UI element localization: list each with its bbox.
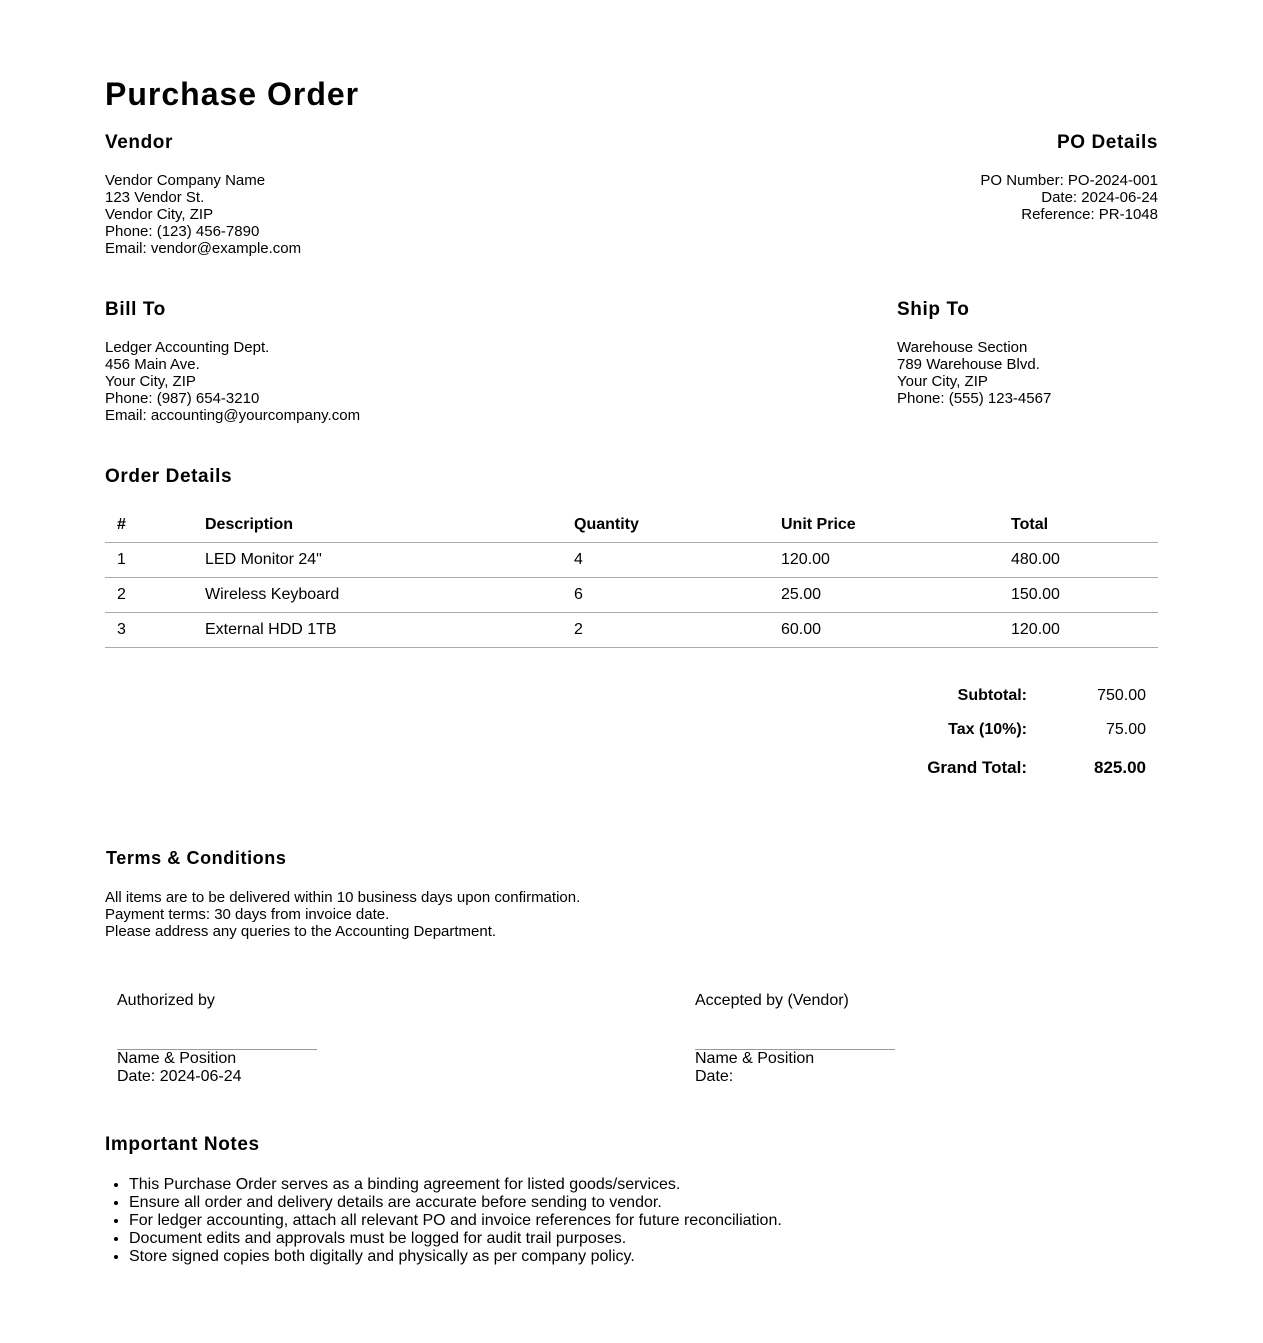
notes-heading: Important Notes xyxy=(105,1134,260,1155)
cell-number: 2 xyxy=(105,578,193,613)
cell-number: 3 xyxy=(105,613,193,648)
page-title: Purchase Order xyxy=(105,76,360,112)
vendor-name-position: Name & Position xyxy=(695,1050,815,1067)
order-details-heading: Order Details xyxy=(105,466,233,487)
terms-line: Payment terms: 30 days from invoice date. xyxy=(105,906,390,923)
ship-to-heading: Ship To xyxy=(897,299,970,320)
column-header-quantity: Quantity xyxy=(562,508,769,543)
vendor-city: Vendor City, ZIP xyxy=(105,206,214,223)
bill-to-section xyxy=(105,298,360,424)
order-items-table xyxy=(105,508,1158,648)
table-row xyxy=(105,543,1158,578)
cell-total: 480.00 xyxy=(999,543,1158,578)
ship-to-street: 789 Warehouse Blvd. xyxy=(897,356,1040,373)
authorized-date: Date: 2024-06-24 xyxy=(117,1068,242,1085)
column-header-number: # xyxy=(105,508,193,543)
po-details-section xyxy=(980,131,1158,223)
cell-description: External HDD 1TB xyxy=(193,613,562,648)
cell-number: 1 xyxy=(105,543,193,578)
table-row xyxy=(105,578,1158,613)
list-item: • Document edits and approvals must be logged for audit trail purposes. xyxy=(129,1230,782,1248)
ship-to-city: Your City, ZIP xyxy=(897,373,988,390)
cell-quantity: 4 xyxy=(562,543,769,578)
cell-description: LED Monitor 24" xyxy=(193,543,562,578)
cell-unit-price: 25.00 xyxy=(769,578,999,613)
po-number: PO Number: PO-2024-001 xyxy=(980,172,1158,189)
vendor-date: Date: xyxy=(695,1068,734,1085)
vendor-email: Email: vendor@example.com xyxy=(105,240,302,257)
column-header-unit-price: Unit Price xyxy=(769,508,999,543)
vendor-heading: Vendor xyxy=(105,132,174,153)
cell-unit-price: 60.00 xyxy=(769,613,999,648)
vendor-section xyxy=(105,131,301,257)
grand-total-value: 825.00 xyxy=(1094,758,1146,777)
subtotal-label: Subtotal: xyxy=(957,687,1027,704)
bill-to-city: Your City, ZIP xyxy=(105,373,196,390)
terms-line: Please address any queries to the Accounting Department. xyxy=(105,923,497,940)
authorized-by-label: Authorized by xyxy=(117,992,215,1009)
ship-to-name: Warehouse Section xyxy=(897,339,1028,356)
list-item: • Store signed copies both digitally and physically as per company policy. xyxy=(129,1248,782,1266)
notes-list xyxy=(105,1176,782,1266)
po-reference: Reference: PR-1048 xyxy=(1021,206,1158,223)
list-item: • Ensure all order and delivery details are accurate before sending to vendor. xyxy=(129,1194,782,1212)
cell-total: 150.00 xyxy=(999,578,1158,613)
subtotal-value: 750.00 xyxy=(1097,687,1146,704)
tax-value: 75.00 xyxy=(1105,721,1146,738)
grand-total-label: Grand Total: xyxy=(927,758,1027,777)
bill-to-email: Email: accounting@yourcompany.com xyxy=(105,407,361,424)
vendor-name: Vendor Company Name xyxy=(105,172,266,189)
po-date: Date: 2024-06-24 xyxy=(1041,189,1158,206)
terms-heading: Terms & Conditions xyxy=(106,848,287,868)
po-details-heading: PO Details xyxy=(1056,132,1158,153)
bill-to-heading: Bill To xyxy=(105,299,166,320)
bill-to-street: 456 Main Ave. xyxy=(105,356,200,373)
bill-to-name: Ledger Accounting Dept. xyxy=(105,339,270,356)
list-item: • For ledger accounting, attach all relevant PO and invoice references for future reconciliation. xyxy=(129,1212,782,1230)
bill-to-phone: Phone: (987) 654-3210 xyxy=(105,390,260,407)
ship-to-section xyxy=(897,298,1051,407)
cell-quantity: 2 xyxy=(562,613,769,648)
column-header-total: Total xyxy=(999,508,1158,543)
cell-unit-price: 120.00 xyxy=(769,543,999,578)
vendor-phone: Phone: (123) 456-7890 xyxy=(105,223,260,240)
terms-text xyxy=(105,889,580,940)
cell-quantity: 6 xyxy=(562,578,769,613)
accepted-by-label: Accepted by (Vendor) xyxy=(695,992,849,1009)
terms-line: All items are to be delivered within 10 business days upon confirmation. xyxy=(105,889,581,906)
vendor-street: 123 Vendor St. xyxy=(105,189,205,206)
tax-label: Tax (10%): xyxy=(948,721,1027,738)
table-row xyxy=(105,613,1158,648)
cell-description: Wireless Keyboard xyxy=(193,578,562,613)
vendor-signature-block xyxy=(695,991,895,1086)
authorized-signature-block xyxy=(117,991,317,1086)
list-item: • This Purchase Order serves as a binding agreement for listed goods/services. xyxy=(129,1176,782,1194)
column-header-description: Description xyxy=(193,508,562,543)
table-header-row xyxy=(105,508,1158,543)
cell-total: 120.00 xyxy=(999,613,1158,648)
ship-to-phone: Phone: (555) 123-4567 xyxy=(897,390,1052,407)
authorized-name-position: Name & Position xyxy=(117,1050,237,1067)
